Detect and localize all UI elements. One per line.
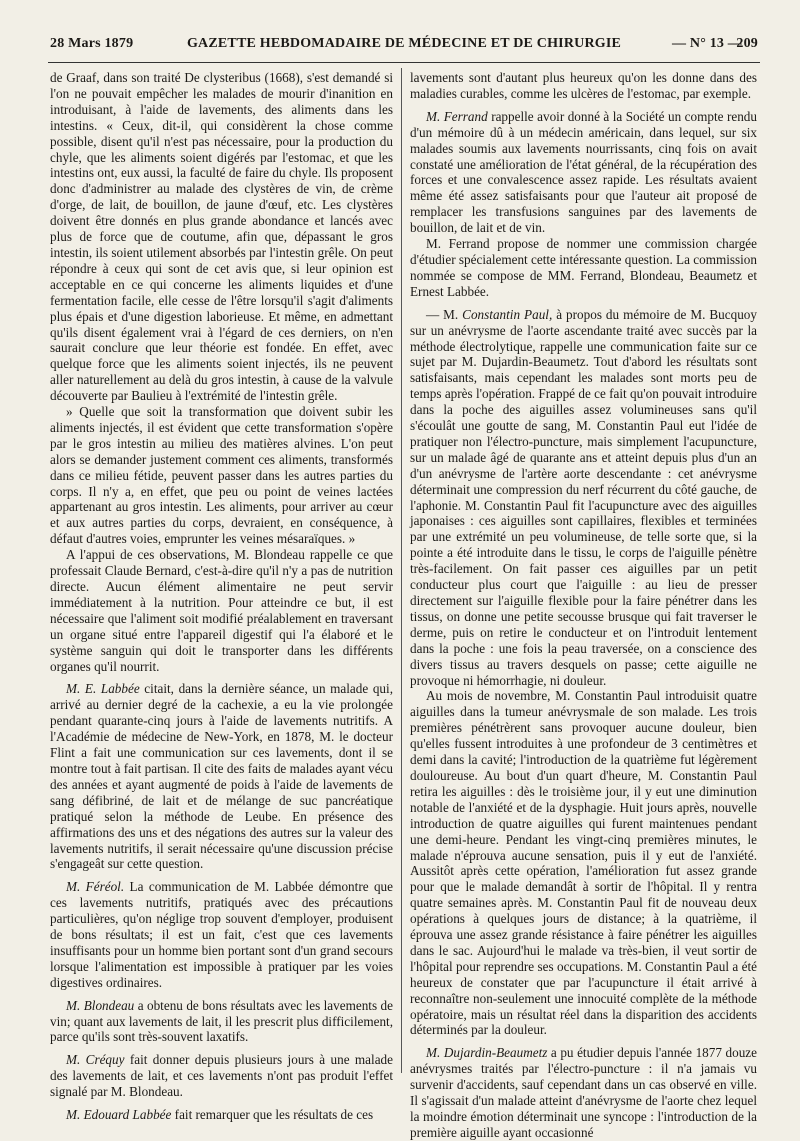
paragraph-text: rappelle avoir donné à la Société un compte rendu d'un mémoire dû à un médecin américain, dans lequel, sur six malades soumis aux lavements nourrissants, cinq fois on avait constaté une amélioration de l'état général, de la récupération des forces et une convalescence assez rapide. Les résultats avaient même été assez satisfaisants pour que l'auteur ait proposé de remplacer les transfusions sanguines par des lavements de bouillon, de lait et de vin.: [410, 108, 757, 236]
right-column: [410, 70, 757, 1140]
paragraph-text: fait donner depuis plusieurs jours à une malade des lavements de lait, et ces lavements n'ont pas produit l'effet signalé par M. Blondeau.: [50, 1052, 393, 1100]
paragraph: de Graaf, dans son traité De clysteribus (1668), s'est demandé si l'on ne pouvait empêcher les malades de mourir d'inanition en introduisant, à l'aide de lavements, des aliments dans les intestins. « Ceux, dit-il, qui considèrent la chose comme possible, disent qu'il n'est pas nécessaire, pour la production du chyle, que les aliments soient digérés par l'estomac, et que les intestins ont, eux aussi, la faculté de faire du chyle. Ils proposent donc d'administrer au malade des clystères de vin, de crème d'orge, de lait, de bouillon, de jaune d'œuf, etc. Les clystères doivent être donnés en plus grande abondance et lancés avec plus de force que de coutume, afin que, dépassant le gros intestin, ils soient utilement absorbés par l'intestin grêle. On peut répondre à ceux qui sont de cet avis que, si leur opinion est acceptable en ce qui concerne les aliments liquides et d'une fermentation facile, elle cesse de l'être lorsqu'il s'agit d'aliments plus épais et d'une digestion laborieuse. Et même, en admettant qu'ils disent également vrai à l'égard de ces derniers, on n'en saurait conclure que leur théorie est fondée. En effet, avec quelque force que les aliments soient injectés, ils ne peuvent aller naturellement au delà du gros intestin, à cause de la valvule découverte par Baulieu à l'extrémité de l'intestin grêle.: [50, 70, 393, 404]
paragraph: [410, 307, 757, 689]
paragraph: M. Ferrand propose de nommer une commission chargée d'étudier spécialement cette intéressante question. La commission nommée se compose de MM. Ferrand, Blondeau, Beaumetz et Ernest Labbée.: [410, 236, 757, 299]
speaker-name: M. Créquy: [66, 1052, 125, 1068]
journal-title: GAZETTE HEBDOMADAIRE DE MÉDECINE ET DE CHIRURGIE: [186, 36, 622, 51]
paragraph: [50, 998, 393, 1046]
speaker-name: M. E. Labbée: [66, 681, 140, 697]
paragraph-text: a obtenu de bons résultats avec les lavements de vin; quant aux lavements de lait, il les prescrit plus difficilement, parce qu'ils sont très-souvent laxatifs.: [50, 997, 393, 1045]
paragraph: [410, 109, 757, 236]
column-divider: [401, 68, 402, 1073]
paragraph-text: à propos du mémoire de M. Bucquoy sur un anévrysme de l'aorte ascendante traité avec succès par la méthode électrolytique, rappelle une communication faite sur ce sujet par M. Dujardin-Beaumetz. Tout d'abord les résultats sont satisfaisants, mais cependant les malades sont morts peu de temps après l'opération. Frappé de ce fait qu'on pouvait introduire dans la poche des aiguilles assez volumineuses sans qu'il s'écoulât une goutte de sang, M. Constantin Paul eut l'idée de pratiquer non l'électro-puncture, mais simplement l'acupuncture, sur un malade âgé de quarante ans et atteint depuis plus d'un an d'un anévrysme de l'artère aorte descendante : cet anévrysme déterminait une compression du nerf récurrent du côté gauche, de l'aphonie. M. Constantin Paul fit l'acupuncture avec des aiguilles japonaises : ces aiguilles sont capillaires, flexibles et terminées par une extrémité un peu volumineuse, de telle sorte que, si la pointe a été introduite dans le tissu, le corps de l'aiguille pénètre très-facilement. On fait passer ces aiguilles par un petit conducteur plus court que l'aiguille : au lieu de presser directement sur l'aiguille flexible pour la faire pénétrer dans les tissus, on donne une petite secousse brusque qui fait traverser le derme, puis on retire le conducteur et on l'introduit lentement dans la poche : une fois la peau traversée, on a conscience des divers tissus au travers desquels on passe; cette aiguille ne provoque ni hémorrhagie, ni douleur.: [410, 306, 757, 688]
paragraph-text: fait remarquer que les résultats de ces: [171, 1107, 374, 1123]
paragraph-text: citait, dans la dernière séance, un malade qui, arrivé au dernier degré de la cachexie, a eu la vie prolongée pendant quarante-cinq jours à l'aide de lavements nutritifs. A l'Académie de médecine de New-York, en 1878, M. le docteur Flint a fait une communication sur ces lavements, dont il se montre tout à fait partisan. Il cite des faits de malades ayant vécu des années et ayant augmenté de poids à l'aide de lavements de sang défibriné, de lait et de mélange de suc pancréatique pratiqué selon la méthode de Leube. En présence des affirmations des uns et des négations des autres sur la valeur des lavements nutritifs, il serait nécessaire qu'une discussion précise s'engageât sur cette question.: [50, 681, 393, 872]
speaker-name: M. Dujardin-Beaumetz: [426, 1045, 548, 1061]
paragraph-prefix: — M.: [426, 306, 463, 322]
paragraph: » Quelle que soit la transformation que doivent subir les aliments injectés, il est évident que cette transformation s'opère par le gros intestin au milieu des matières alvines. L'on peut alors se demander justement comment ces aliments, transformés dans ce milieu fétide, peuvent passer dans les autres parties du corps. Il n'y a, en effet, que peu ou point de veines lactées appartenant au gros intestin. Les aliments, pour arriver au cœur et aux autres parties du corps, devraient, en conséquence, à défaut d'autres voies, emprunter les veines mésaraïques. »: [50, 404, 393, 547]
paragraph: [50, 1052, 393, 1100]
speaker-name: M. Féréol.: [66, 879, 125, 895]
paragraph-text: a pu étudier depuis l'année 1877 douze anévrysmes traités par l'électro-puncture : il n'a jamais vu survenir d'accidents, sauf cependant dans un cas observé en ville. Il s'agissait d'un malade atteint d'anévrysme de l'aorte chez lequel la moindre émotion déterminait une syncope : l'introduction de la première aiguille ayant occasionné: [410, 1045, 757, 1140]
speaker-name: M. Ferrand: [426, 108, 488, 124]
paragraph: [410, 1045, 757, 1140]
paragraph: A l'appui de ces observations, M. Blondeau rappelle ce que professait Claude Bernard, c'est-à-dire qu'il n'y a pas de nutrition directe. Aucun élément alimentaire ne peut servir immédiatement à la nutrition. Pour atteindre ce but, il est nécessaire que l'aliment soit modifié préalablement en traversant un organe situé entre l'appareil digestif qui l'a élaboré et le système sanguin qui doit le transporter dans les différents organes qu'il nourrit.: [50, 547, 393, 674]
paragraph: [50, 681, 393, 872]
speaker-name: M. Blondeau: [66, 997, 135, 1013]
header-date: 28 Mars 1879: [50, 36, 134, 51]
paragraph: lavements sont d'autant plus heureux qu'on les donne dans des maladies curables, comme les ulcères de l'estomac, par exemple.: [410, 70, 757, 101]
header-rule: [48, 62, 760, 63]
speaker-name: Constantin Paul,: [462, 306, 553, 322]
paragraph: Au mois de novembre, M. Constantin Paul introduisit quatre aiguilles dans la tumeur anévrysmale de son malade. Les trois premières pénétrèrent sans provoquer aucune douleur, bien qu'elles fussent introduites à une profondeur de 3 centimètres et demi dans la cavité; l'introduction de la quatrième fut légèrement douloureuse. Au bout d'un quart d'heure, M. Constantin Paul retira les aiguilles : dès le troisième jour, il y eut une diminution notable de l'anxiété et de la dysphagie. Huit jours après, nouvelle introduction de quatre aiguilles qui furent maintenues pendant une demi-heure. Pendant les vingt-cinq premières minutes, le malade n'éprouva aucune sensation, puis il y eut de l'anxiété. Aussitôt après cette opération, l'amélioration fut assez grande pour que le malade demandât à sortir de l'hôpital. Il y rentra quatre semaines après. M. Constantin Paul fit de nouveau deux opérations à quelques jours de distance; à la quatrième, il éprouva une assez grande résistance à faire pénétrer les aiguilles dans le sac. Aujourd'hui le malade va très-bien, il veut sortir de l'hôpital pour reprendre ses occupations. M. Constantin Paul a été heureux de constater que par l'acupuncture il était arrivé à reconnaître non-seulement une innocuité complète de la méthode opératoire, mais un résultat réel dans la disparition des accidents déterminés par la douleur.: [410, 688, 757, 1038]
issue-number: — N° 13 —: [672, 36, 743, 51]
running-header: [50, 36, 758, 58]
paragraph-text: La communication de M. Labbée démontre que ces lavements nutritifs, pratiqués avec des précautions particulières, qu'on néglige trop souvent d'employer, produisent de bons résultats; il est un fait, c'est que ces lavements insuffisants pour un homme bien portant sont d'un grand secours lorsque l'alimentation est impossible à pratiquer par les voies digestives ordinaires.: [50, 879, 394, 990]
speaker-name: M. Edouard Labbée: [66, 1107, 172, 1123]
paragraph: [50, 1107, 393, 1123]
left-column: [50, 70, 394, 1123]
page-number: 209: [736, 36, 758, 51]
paragraph: [50, 879, 393, 990]
